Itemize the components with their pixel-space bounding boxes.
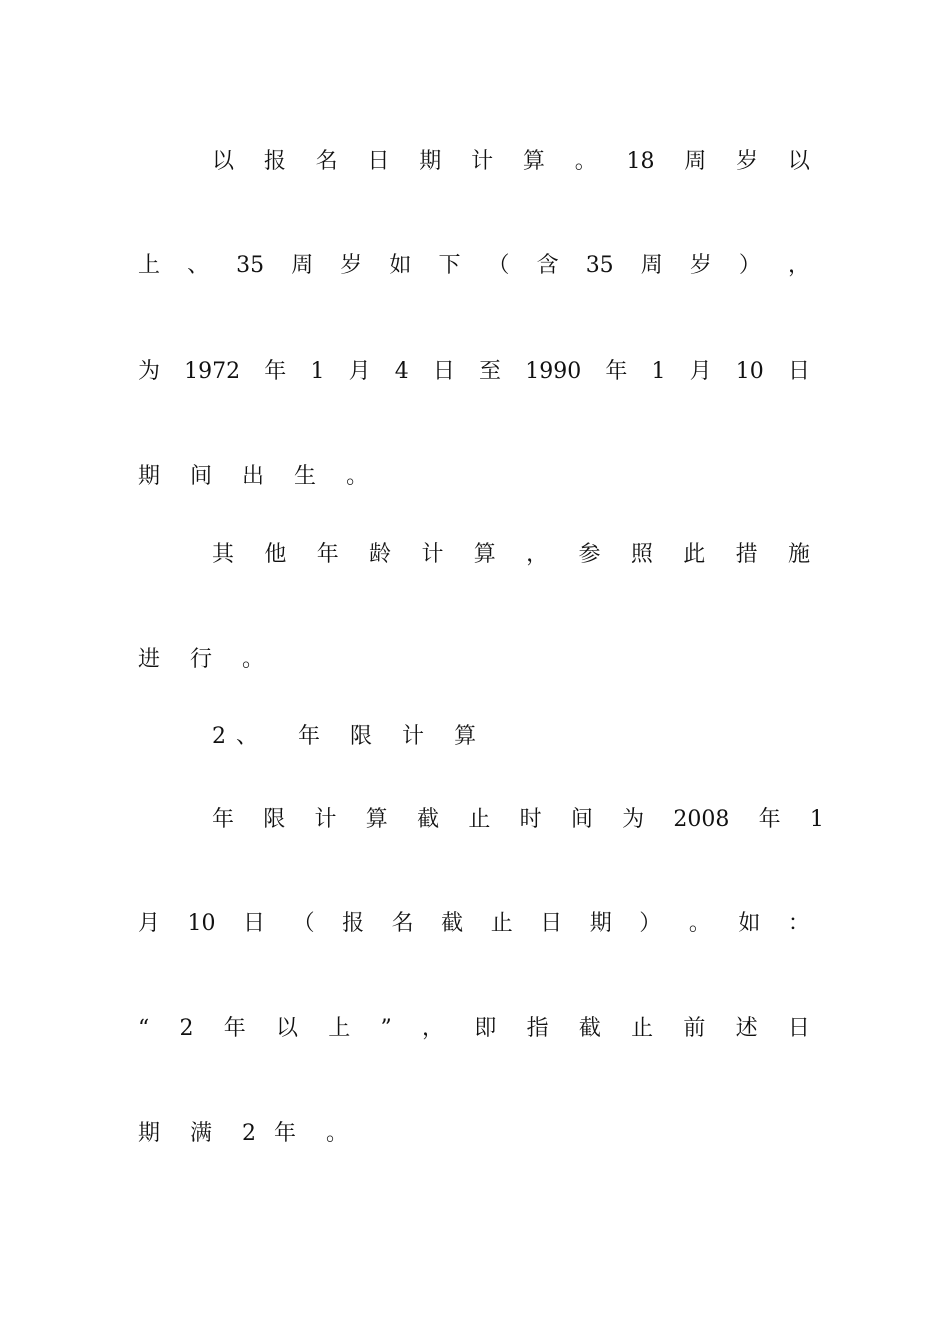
- text-token: 限: [350, 724, 373, 749]
- text-token: 如: [389, 253, 412, 278]
- text-token: 年: [758, 807, 781, 832]
- text-token: 周: [684, 149, 707, 174]
- text-token: 35: [236, 253, 265, 278]
- text-token: 年: [605, 359, 628, 384]
- text-token: 计: [421, 542, 444, 567]
- text-token: 止: [490, 911, 513, 936]
- text-token: 4: [394, 359, 409, 384]
- text-token: 算: [473, 542, 496, 567]
- text-token: 名: [315, 149, 338, 174]
- text-line: [138, 640, 810, 680]
- text-token: 龄: [369, 542, 392, 567]
- text-line: [138, 904, 810, 944]
- text-line: [138, 246, 810, 286]
- text-token: 以: [787, 149, 810, 174]
- text-token: 2: [242, 1121, 257, 1146]
- text-token: 。: [574, 149, 597, 174]
- text-token: 期: [138, 464, 161, 489]
- text-token: 下: [438, 253, 461, 278]
- text-token: 截: [417, 807, 440, 832]
- text-token: “: [138, 1016, 150, 1041]
- text-token: 日: [787, 359, 810, 384]
- text-token: 此: [683, 542, 706, 567]
- text-token: 日: [540, 911, 563, 936]
- text-token: ，: [526, 542, 549, 567]
- text-token: 计: [314, 807, 337, 832]
- text-token: 上: [328, 1016, 351, 1041]
- text-line: [212, 535, 810, 575]
- text-token: ”: [380, 1016, 392, 1041]
- text-token: 其: [212, 542, 235, 567]
- text-token: 1: [651, 359, 666, 384]
- section-heading: [212, 717, 810, 757]
- text-token: 至: [479, 359, 502, 384]
- text-token: 、: [187, 253, 210, 278]
- text-token: 时: [519, 807, 542, 832]
- text-token: 间: [570, 807, 593, 832]
- text-token: 年: [274, 1121, 297, 1146]
- text-token: 1: [809, 807, 824, 832]
- text-token: 以: [212, 149, 235, 174]
- text-token: 。: [346, 464, 369, 489]
- text-token: 他: [264, 542, 287, 567]
- text-line: [212, 142, 810, 182]
- text-token: 出: [242, 464, 265, 489]
- text-token: 截: [578, 1016, 601, 1041]
- text-token: 2: [212, 724, 226, 749]
- text-token: 以: [276, 1016, 299, 1041]
- text-token: 月: [348, 359, 371, 384]
- text-token: 周: [291, 253, 314, 278]
- text-token: 1: [310, 359, 325, 384]
- text-token: 计: [402, 724, 425, 749]
- text-line: [138, 1009, 810, 1049]
- text-token: 期: [419, 149, 442, 174]
- text-token: 截: [441, 911, 464, 936]
- text-token: 行: [190, 647, 213, 672]
- text-token: 月: [138, 911, 161, 936]
- text-token: 含: [536, 253, 559, 278]
- text-token: 。: [688, 911, 711, 936]
- text-token: 止: [468, 807, 491, 832]
- text-token: 2: [179, 1016, 194, 1041]
- text-token: 为: [622, 807, 645, 832]
- text-token: 10: [187, 911, 216, 936]
- text-token: 期: [589, 911, 612, 936]
- text-token: 报: [342, 911, 365, 936]
- text-token: 如: [738, 911, 761, 936]
- text-token: 间: [190, 464, 213, 489]
- text-token: 2008: [673, 807, 730, 832]
- text-token: 1972: [184, 359, 241, 384]
- text-token: 年: [223, 1016, 246, 1041]
- text-token: 。: [326, 1121, 349, 1146]
- text-token: ，: [787, 253, 810, 278]
- text-token: 35: [585, 253, 614, 278]
- text-token: （: [487, 253, 510, 278]
- text-token: 岁: [340, 253, 363, 278]
- text-token: 述: [735, 1016, 758, 1041]
- text-token: 上: [138, 253, 161, 278]
- text-line: [212, 800, 824, 840]
- text-token: 前: [683, 1016, 706, 1041]
- text-token: ）: [639, 911, 662, 936]
- text-token: 年: [316, 542, 339, 567]
- text-token: 周: [640, 253, 663, 278]
- text-token: 。: [242, 647, 265, 672]
- text-token: 为: [138, 359, 161, 384]
- text-token: 18: [626, 149, 655, 174]
- text-line: [138, 1114, 810, 1154]
- text-token: 年: [212, 807, 235, 832]
- text-token: ，: [422, 1016, 445, 1041]
- text-token: 报: [263, 149, 286, 174]
- text-token: ）: [738, 253, 761, 278]
- text-token: 算: [522, 149, 545, 174]
- text-token: 措: [735, 542, 758, 567]
- text-token: 日: [367, 149, 390, 174]
- text-token: 日: [787, 1016, 810, 1041]
- text-token: 进: [138, 647, 161, 672]
- text-token: 照: [630, 542, 653, 567]
- text-token: 算: [365, 807, 388, 832]
- text-token: 止: [631, 1016, 654, 1041]
- text-token: 岁: [736, 149, 759, 174]
- text-token: 10: [735, 359, 764, 384]
- text-token: 年: [264, 359, 287, 384]
- text-token: 、: [236, 724, 259, 749]
- text-token: （: [292, 911, 315, 936]
- text-token: 参: [578, 542, 601, 567]
- text-token: ：: [787, 911, 810, 936]
- text-token: 1990: [525, 359, 582, 384]
- text-token: 名: [391, 911, 414, 936]
- text-token: 日: [243, 911, 266, 936]
- text-token: 施: [787, 542, 810, 567]
- text-token: 月: [689, 359, 712, 384]
- text-token: 生: [294, 464, 317, 489]
- text-token: 年: [298, 724, 321, 749]
- text-line: [138, 352, 810, 392]
- text-token: 算: [454, 724, 477, 749]
- text-token: 限: [263, 807, 286, 832]
- text-token: 期: [138, 1121, 161, 1146]
- text-token: 计: [471, 149, 494, 174]
- text-token: 日: [432, 359, 455, 384]
- text-token: 岁: [689, 253, 712, 278]
- text-line: [138, 457, 810, 497]
- text-token: 指: [526, 1016, 549, 1041]
- text-token: 即: [474, 1016, 497, 1041]
- text-token: 满: [190, 1121, 213, 1146]
